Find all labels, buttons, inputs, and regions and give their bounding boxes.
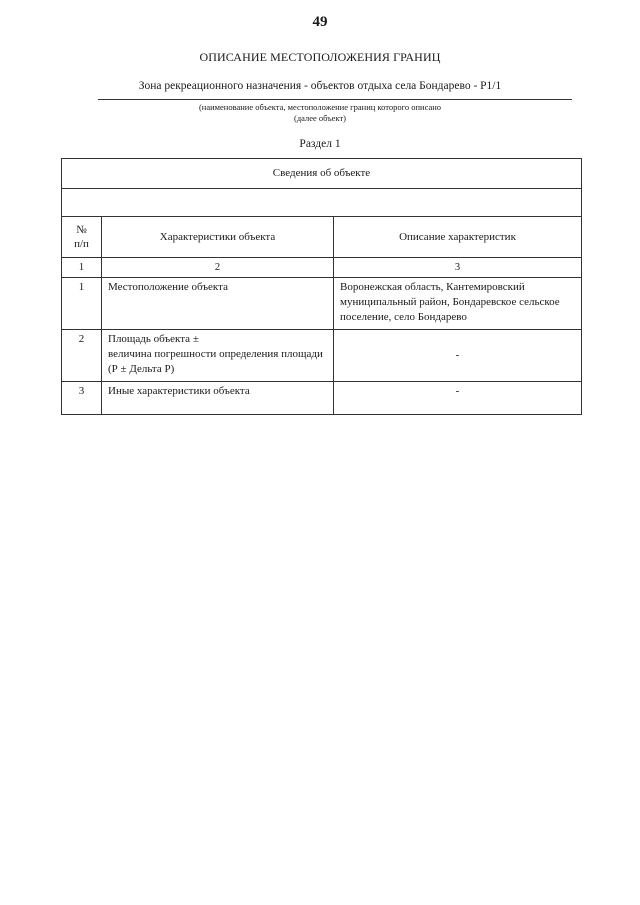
index-cell: 2 — [102, 258, 334, 278]
header-num: № п/п — [62, 217, 102, 258]
table-header-row — [62, 217, 582, 258]
object-info-table — [61, 158, 582, 415]
row-num: 2 — [62, 330, 102, 382]
table-row — [62, 382, 582, 415]
object-name: Зона рекреационного назначения - объектов отдыха села Бондарево - Р1/1 — [138, 80, 502, 92]
table-row — [62, 330, 582, 382]
row-num: 1 — [62, 278, 102, 330]
blank-cell — [62, 189, 582, 217]
header-characteristic: Характеристики объекта — [102, 217, 334, 258]
row-num: 3 — [62, 382, 102, 415]
page-number: 49 — [312, 14, 328, 30]
row-description: - — [334, 382, 582, 415]
underline-divider — [98, 99, 572, 100]
row-description: - — [334, 330, 582, 382]
table-caption-row — [62, 159, 582, 189]
table-index-row — [62, 258, 582, 278]
caption-line-1: (наименование объекта, местоположение границ которого описано — [198, 102, 442, 112]
index-cell: 3 — [334, 258, 582, 278]
row-characteristic: Местоположение объекта — [102, 278, 334, 330]
row-characteristic: Иные характеристики объекта — [102, 382, 334, 415]
table-blank-row — [62, 189, 582, 217]
row-characteristic: Площадь объекта ± величина погрешности определения площади (Р ± Дельта Р) — [102, 330, 334, 382]
document-title: ОПИСАНИЕ МЕСТОПОЛОЖЕНИЯ ГРАНИЦ — [199, 50, 441, 64]
header-description: Описание характеристик — [334, 217, 582, 258]
table-caption: Сведения об объекте — [62, 159, 582, 189]
object-name-caption — [0, 102, 640, 124]
index-cell: 1 — [62, 258, 102, 278]
table-row — [62, 278, 582, 330]
row-description: Воронежская область, Кантемировский муниципальный район, Бондаревское сельское поселение, село Бондарево — [334, 278, 582, 330]
section-title: Раздел 1 — [299, 138, 341, 150]
caption-line-2: (далее объект) — [293, 113, 346, 123]
